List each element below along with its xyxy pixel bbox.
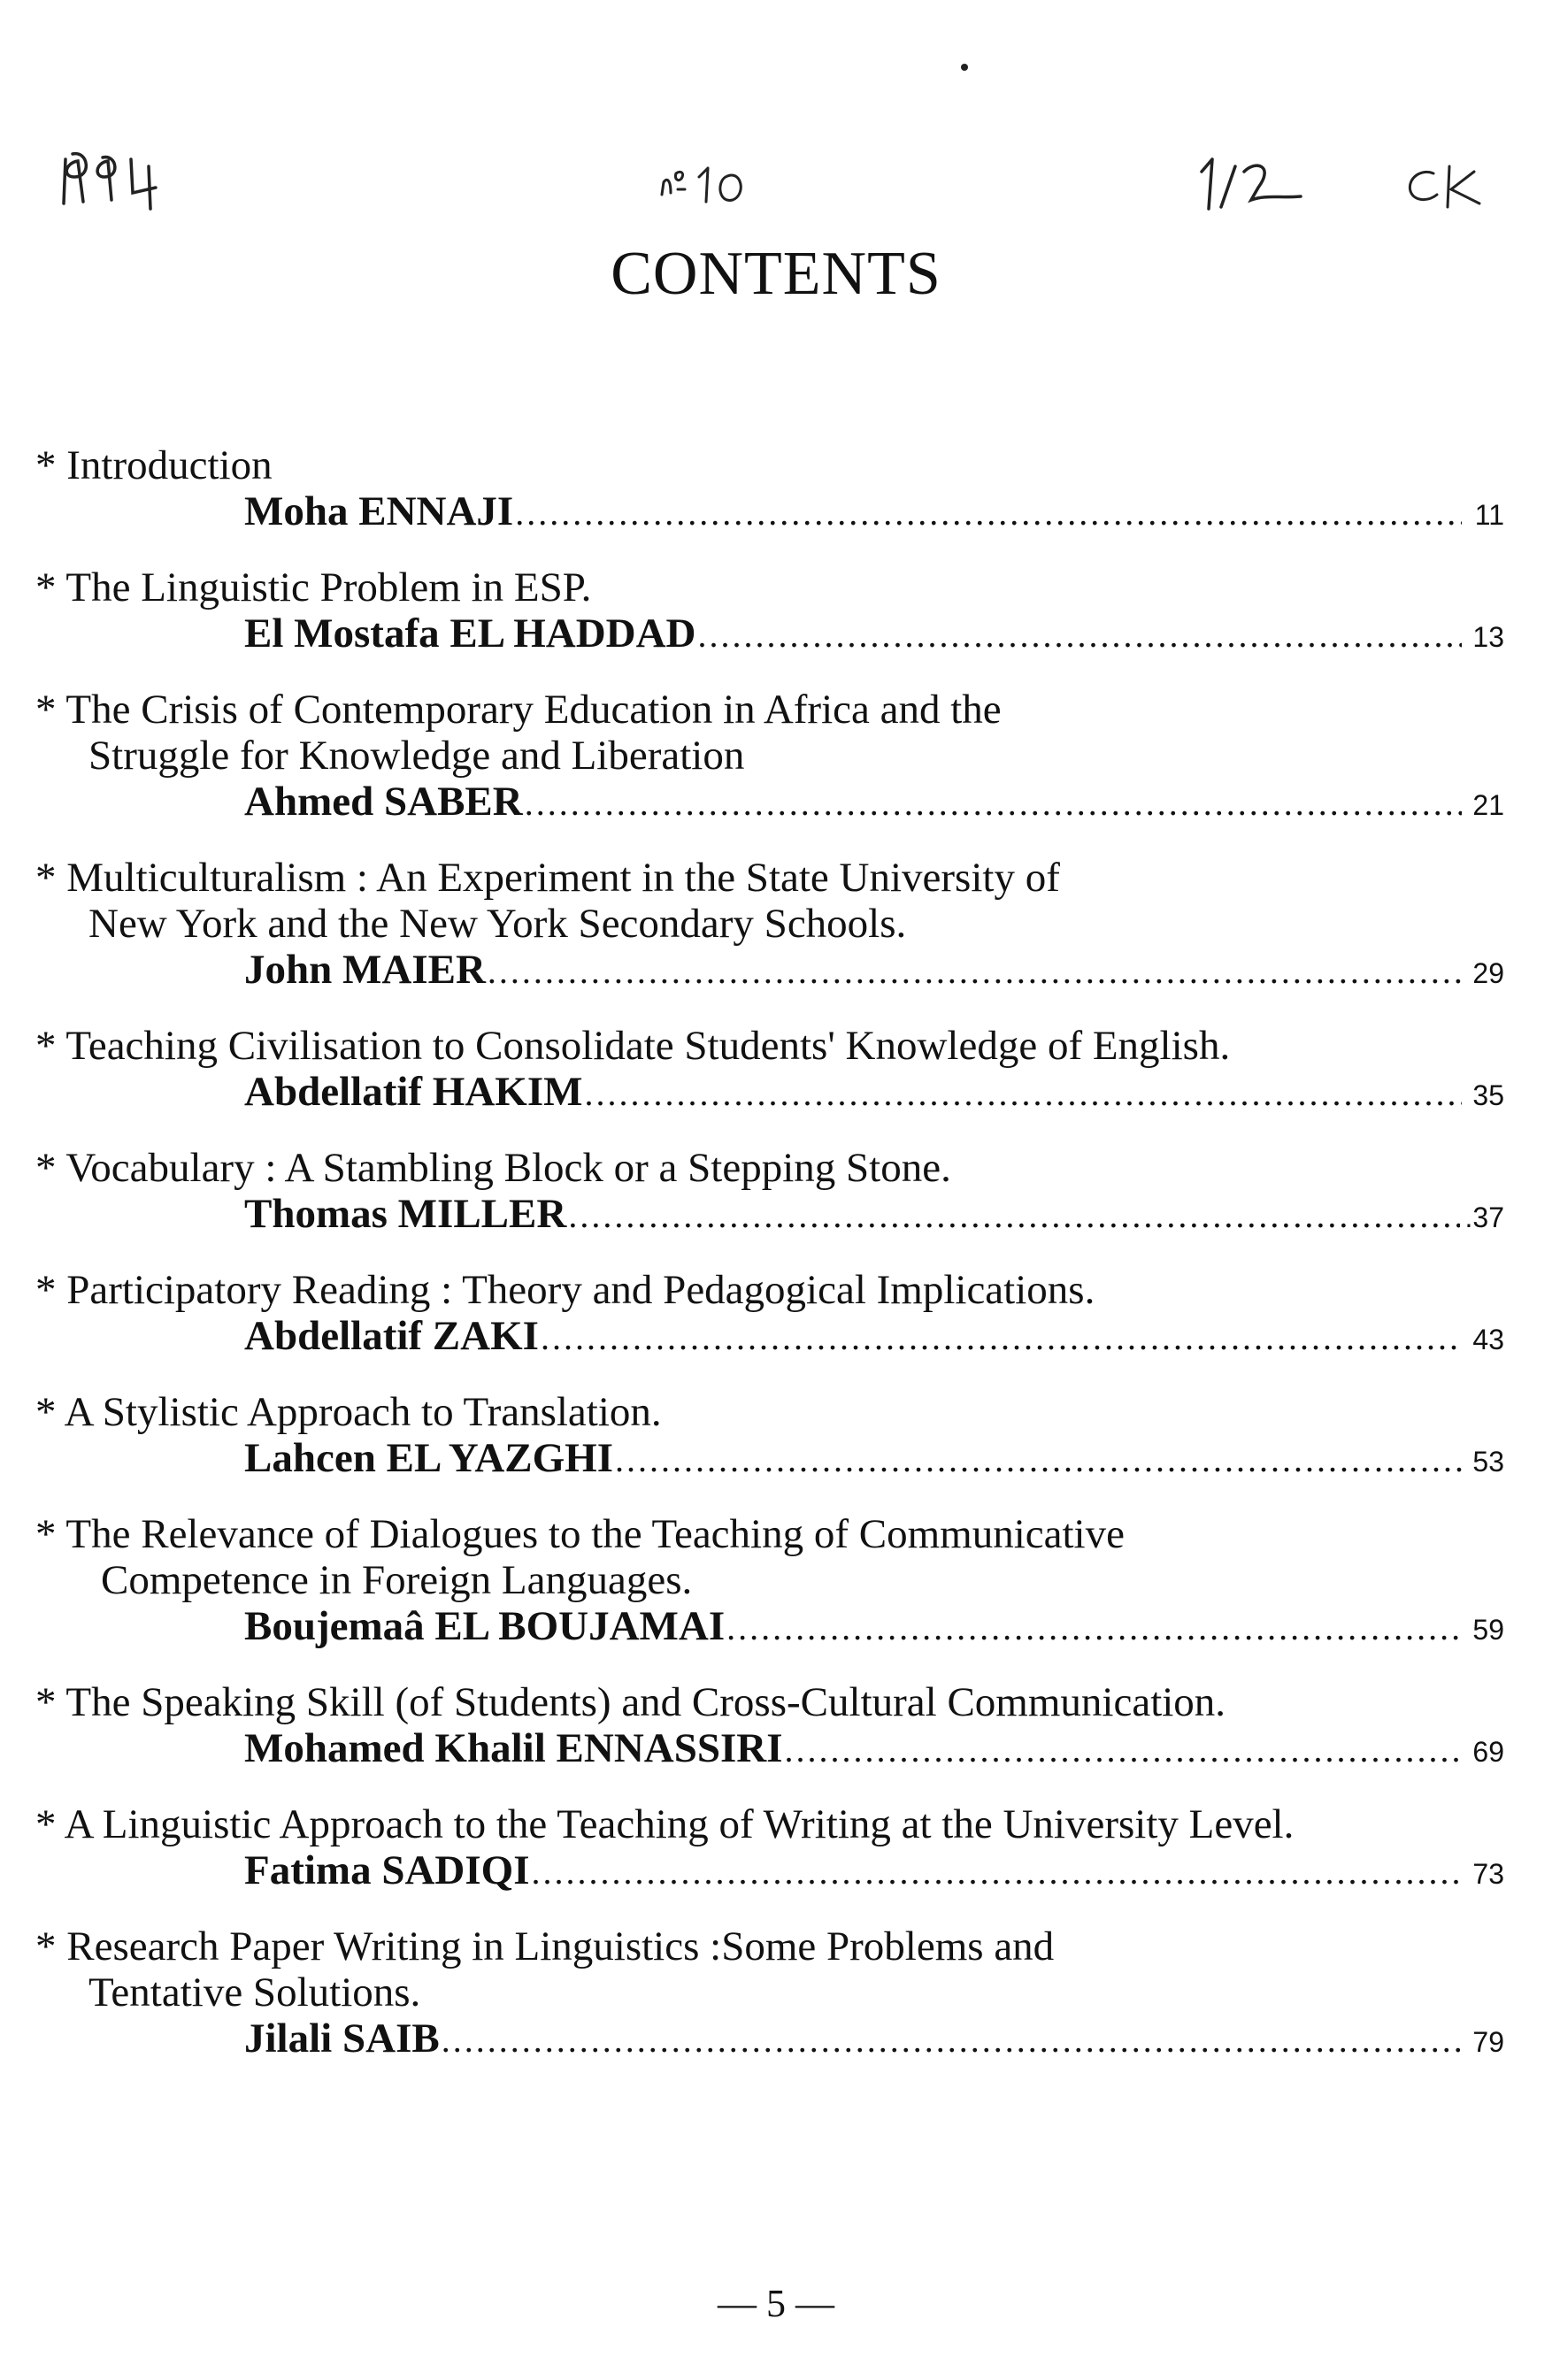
entry-author: Ahmed SABER [244, 779, 523, 825]
entry-author-row [35, 1435, 1504, 1485]
entry-title-continuation: Struggle for Knowledge and Liberation [88, 733, 745, 779]
toc-entry [35, 564, 1504, 660]
entry-page-number: 11 [1474, 499, 1504, 531]
dot-leader [697, 612, 1462, 658]
entry-title: * Multiculturalism : An Experiment in the State University of [35, 855, 1060, 901]
entry-title-continuation: Tentative Solutions. [88, 1969, 421, 2015]
entry-author: Jilali SAIB [244, 2015, 440, 2061]
entry-author-row [35, 488, 1504, 538]
handwritten-annotations [0, 133, 1552, 230]
page-number-footer: — 5 — [718, 2282, 834, 2325]
entry-author: John MAIER [244, 947, 486, 993]
entry-page-number: .37 [1464, 1202, 1504, 1233]
toc-entry [35, 1389, 1504, 1485]
dot-leader [726, 1605, 1462, 1651]
entry-author-row [35, 1313, 1504, 1363]
dot-leader [615, 1437, 1462, 1483]
handwritten-year [53, 150, 230, 221]
handwritten-pages [1195, 150, 1318, 221]
dot-leader [568, 1193, 1459, 1239]
entry-title: * Introduction [35, 442, 273, 488]
entry-title: * The Crisis of Contemporary Education in Africa and the [35, 687, 1002, 733]
entry-author-row [35, 1725, 1504, 1775]
entry-title: * Participatory Reading : Theory and Pedagogical Implications. [35, 1267, 1095, 1313]
handwritten-initials [1398, 159, 1504, 221]
dot-leader [488, 948, 1462, 994]
dot-leader [525, 780, 1462, 826]
entry-author: El Mostafa EL HADDAD [244, 610, 696, 656]
entry-title: * A Stylistic Approach to Translation. [35, 1389, 662, 1435]
toc-entry [35, 1145, 1504, 1240]
dot-leader [442, 2017, 1462, 2063]
entry-title: * The Linguistic Problem in ESP. [35, 564, 592, 610]
entry-author: Thomas MILLER [244, 1191, 567, 1237]
entry-title: * Research Paper Writing in Linguistics :Some Problems and [35, 1923, 1055, 1969]
entry-author: Mohamed Khalil ENNASSIRI [244, 1725, 783, 1771]
entry-author-row [35, 610, 1504, 660]
toc-entry [35, 1801, 1504, 1897]
entry-title: * The Relevance of Dialogues to the Teaching of Communicative [35, 1511, 1125, 1557]
toc-entry [35, 1923, 1504, 2065]
entry-page-number: 53 [1472, 1446, 1504, 1478]
entry-title-continuation: New York and the New York Secondary Schools. [88, 901, 907, 947]
toc-entry [35, 1511, 1504, 1653]
entry-title: * The Speaking Skill (of Students) and Cross-Cultural Communication. [35, 1679, 1226, 1725]
ink-speck [961, 64, 968, 71]
dot-leader [541, 1315, 1462, 1361]
entry-author-row [35, 1069, 1504, 1118]
entry-page-number: 73 [1472, 1858, 1504, 1890]
entry-page-number: 59 [1472, 1614, 1504, 1646]
toc-entry [35, 1023, 1504, 1118]
entry-author-row [35, 1847, 1504, 1897]
entry-author-row [35, 947, 1504, 996]
toc-entry [35, 855, 1504, 996]
entry-page-number: 69 [1472, 1736, 1504, 1768]
entry-page-number: 35 [1472, 1079, 1504, 1111]
toc-entry [35, 442, 1504, 538]
entry-author: Fatima SADIQI [244, 1847, 530, 1893]
page-title: CONTENTS [611, 240, 941, 308]
entry-page-number: 29 [1472, 957, 1504, 989]
dot-leader [585, 1071, 1462, 1117]
entry-author: Boujemaâ EL BOUJAMAI [244, 1603, 726, 1649]
toc-entry [35, 1679, 1504, 1775]
entry-title: * Vocabulary : A Stambling Block or a Stepping Stone. [35, 1145, 951, 1191]
entry-author: Abdellatif HAKIM [244, 1069, 583, 1115]
entry-title-continuation: Competence in Foreign Languages. [101, 1557, 693, 1603]
toc-entry [35, 1267, 1504, 1363]
dot-leader [785, 1727, 1463, 1773]
entry-author: Moha ENNAJI [244, 488, 514, 534]
toc-entry [35, 687, 1504, 828]
entry-page-number: 21 [1472, 789, 1504, 821]
entry-title: * Teaching Civilisation to Consolidate Students' Knowledge of English. [35, 1023, 1231, 1069]
entry-author: Lahcen EL YAZGHI [244, 1435, 614, 1481]
entry-title: * A Linguistic Approach to the Teaching of Writing at the University Level. [35, 1801, 1295, 1847]
dot-leader [531, 1849, 1462, 1895]
entry-page-number: 43 [1472, 1324, 1504, 1355]
entry-author-row [35, 1603, 1504, 1653]
handwritten-issue [657, 159, 772, 212]
entry-page-number: 79 [1472, 2026, 1504, 2058]
entry-author-row [35, 779, 1504, 828]
entry-page-number: 13 [1472, 621, 1504, 653]
entry-author-row [35, 2015, 1504, 2065]
dot-leader [515, 490, 1462, 536]
entry-author: Abdellatif ZAKI [244, 1313, 539, 1359]
table-of-contents [35, 442, 1504, 2092]
entry-author-row [35, 1191, 1504, 1240]
